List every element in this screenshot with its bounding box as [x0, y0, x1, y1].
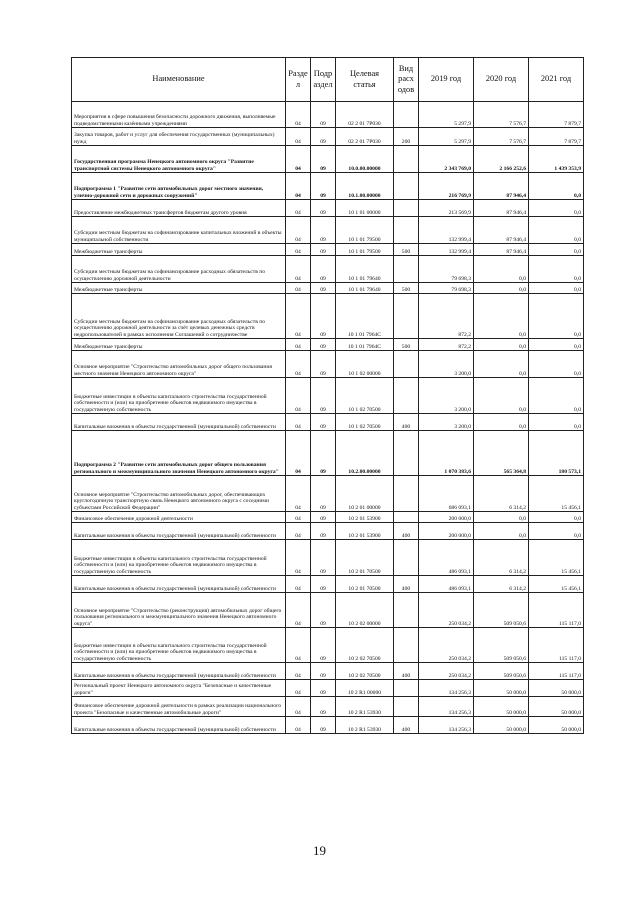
row-podrazdel: 09 [311, 146, 336, 173]
row-target-article: 10.1.00.00000 [336, 173, 394, 200]
row-target-article: 10 1 02 00000 [336, 351, 394, 378]
table-row [72, 523, 584, 540]
row-razdel: 04 [286, 200, 311, 217]
row-2019: 250 034,2 [419, 593, 474, 628]
row-podrazdel: 09 [311, 102, 336, 128]
row-target-article: 10 1 01 7964С [336, 339, 394, 351]
row-target-article: 02 2 01 7Р030 [336, 128, 394, 146]
row-target-article: 10 2 01 53900 [336, 512, 394, 523]
row-2020: 2 166 252,6 [474, 146, 529, 173]
row-2021: 115 117,0 [529, 593, 584, 628]
page-number: 19 [313, 843, 326, 858]
row-podrazdel: 09 [311, 680, 336, 697]
row-podrazdel: 09 [311, 593, 336, 628]
row-expense-type: 400 [394, 663, 419, 680]
row-expense-type [394, 593, 419, 628]
row-razdel: 04 [286, 431, 311, 476]
row-name: Государственная программа Ненецкого автономного округа "Развитие транспортной системы Ненецкого автономного округа" [72, 146, 286, 173]
row-name: Основное мероприятие "Строительство автомобильных дорог общего пользования местного значения Ненецкого автономного округа" [72, 351, 286, 378]
row-2019: 872,2 [419, 294, 474, 339]
row-2021: 115 117,0 [529, 628, 584, 663]
header-expense-type: Вид расх одов [394, 58, 419, 102]
row-expense-type: 200 [394, 128, 419, 146]
table-body [72, 102, 584, 734]
row-2021: 50 000,0 [529, 680, 584, 697]
table-row [72, 628, 584, 663]
row-2021: 7 879,7 [529, 128, 584, 146]
row-razdel: 04 [286, 680, 311, 697]
row-podrazdel: 09 [311, 414, 336, 431]
row-razdel: 04 [286, 378, 311, 414]
row-name: Финансовое обеспечение дорожной деятельности в рамках реализации национального проекта "Безопасные и качественные автомобильные дороги" [72, 697, 286, 717]
row-name: Межбюджетные трансферты [72, 283, 286, 294]
row-2019: 134 256,3 [419, 697, 474, 717]
row-name: Региональный проект Ненецкого автономного округа "Безопасные и качественные дороги" [72, 680, 286, 697]
header-2020: 2020 год [474, 58, 529, 102]
row-2020: 7 576,7 [474, 102, 529, 128]
row-razdel: 04 [286, 102, 311, 128]
row-target-article: 10 2 R1 53930 [336, 717, 394, 734]
row-2021: 15 456,1 [529, 540, 584, 576]
table-row [72, 339, 584, 351]
row-razdel: 04 [286, 476, 311, 512]
row-2021: 0,0 [529, 414, 584, 431]
row-2019: 486 093,1 [419, 540, 474, 576]
row-target-article: 10.0.00.00000 [336, 146, 394, 173]
table-row [72, 414, 584, 431]
row-2020: 509 050,6 [474, 628, 529, 663]
row-podrazdel: 09 [311, 540, 336, 576]
row-target-article: 10 1 01 79500 [336, 217, 394, 244]
row-2021: 50 000,0 [529, 697, 584, 717]
row-target-article: 10 1 02 70500 [336, 414, 394, 431]
row-2020: 87 946,4 [474, 173, 529, 200]
row-2021: 50 000,0 [529, 717, 584, 734]
row-expense-type [394, 294, 419, 339]
row-2021: 0,0 [529, 351, 584, 378]
row-2021: 0,0 [529, 173, 584, 200]
row-razdel: 04 [286, 663, 311, 680]
table-row [72, 680, 584, 697]
row-2019: 1 070 383,6 [419, 431, 474, 476]
row-target-article: 02 2 01 7Р030 [336, 102, 394, 128]
row-expense-type: 400 [394, 717, 419, 734]
row-expense-type: 500 [394, 339, 419, 351]
row-podrazdel: 09 [311, 294, 336, 339]
budget-table [71, 57, 584, 734]
row-expense-type [394, 256, 419, 283]
row-name: Бюджетные инвестиции в объекты капитального строительства государственной собственности и (или) на приобретение объектов недвижимого имущества в государственную собственность [72, 540, 286, 576]
row-2019: 5 297,9 [419, 102, 474, 128]
table-row [72, 294, 584, 339]
row-razdel: 04 [286, 351, 311, 378]
row-expense-type [394, 173, 419, 200]
row-2019: 79 698,3 [419, 283, 474, 294]
row-expense-type: 500 [394, 283, 419, 294]
row-2021: 180 573,1 [529, 431, 584, 476]
table-row [72, 244, 584, 256]
row-2021: 0,0 [529, 283, 584, 294]
row-podrazdel: 09 [311, 431, 336, 476]
row-name: Подпрограмма 2 "Развитие сети автомобильных дорог общего пользования регионального и межмуниципального значения Ненецкого автономного округа" [72, 431, 286, 476]
row-2019: 250 034,2 [419, 628, 474, 663]
row-podrazdel: 09 [311, 717, 336, 734]
row-name: Бюджетные инвестиции в объекты капитального строительства государственной собственности и (или) на приобретение объектов недвижимого имущества в государственную собственность [72, 628, 286, 663]
row-expense-type [394, 378, 419, 414]
table-row [72, 476, 584, 512]
row-name: Мероприятия в сфере повышения безопасности дорожного движения, выполняемые подведомственными казёнными учреждениями [72, 102, 286, 128]
row-razdel: 04 [286, 128, 311, 146]
row-razdel: 04 [286, 217, 311, 244]
row-2021: 15 456,1 [529, 476, 584, 512]
row-2020: 6 314,2 [474, 576, 529, 593]
row-podrazdel: 09 [311, 663, 336, 680]
table-row [72, 102, 584, 128]
row-name: Капитальные вложения в объекты государственной (муниципальной) собственности [72, 414, 286, 431]
row-expense-type [394, 102, 419, 128]
row-2021: 0,0 [529, 512, 584, 523]
row-2020: 0,0 [474, 414, 529, 431]
row-target-article: 10 2 R1 53930 [336, 697, 394, 717]
row-target-article: 10 2 01 70500 [336, 540, 394, 576]
row-target-article: 10 2 R1 00000 [336, 680, 394, 697]
row-razdel: 04 [286, 173, 311, 200]
row-podrazdel: 09 [311, 244, 336, 256]
row-expense-type [394, 431, 419, 476]
row-expense-type: 500 [394, 244, 419, 256]
row-2020: 50 000,0 [474, 697, 529, 717]
row-2019: 132 999,4 [419, 244, 474, 256]
row-2019: 200 000,0 [419, 523, 474, 540]
row-target-article: 10 1 01 79640 [336, 256, 394, 283]
row-2019: 3 200,0 [419, 414, 474, 431]
row-2020: 6 314,2 [474, 476, 529, 512]
row-target-article: 10 2 02 70500 [336, 663, 394, 680]
row-2019: 872,2 [419, 339, 474, 351]
row-expense-type: 400 [394, 523, 419, 540]
row-name: Бюджетные инвестиции в объекты капитального строительства государственной собственности и (или) на приобретение объектов недвижимого имущества в государственную собственность [72, 378, 286, 414]
row-podrazdel: 09 [311, 628, 336, 663]
table-row [72, 217, 584, 244]
row-expense-type [394, 628, 419, 663]
row-2019: 134 256,3 [419, 717, 474, 734]
row-podrazdel: 09 [311, 283, 336, 294]
row-2019: 216 769,9 [419, 173, 474, 200]
row-2020: 0,0 [474, 256, 529, 283]
row-razdel: 04 [286, 593, 311, 628]
row-2019: 132 999,4 [419, 217, 474, 244]
row-podrazdel: 09 [311, 173, 336, 200]
row-target-article: 10 1 01 7964С [336, 294, 394, 339]
row-podrazdel: 09 [311, 200, 336, 217]
row-razdel: 04 [286, 294, 311, 339]
row-razdel: 04 [286, 540, 311, 576]
row-podrazdel: 09 [311, 476, 336, 512]
row-2020: 565 364,8 [474, 431, 529, 476]
table-row [72, 697, 584, 717]
row-2019: 213 569,9 [419, 200, 474, 217]
row-razdel: 04 [286, 256, 311, 283]
header-2021: 2021 год [529, 58, 584, 102]
row-podrazdel: 09 [311, 256, 336, 283]
table-row [72, 378, 584, 414]
row-2020: 0,0 [474, 378, 529, 414]
row-2019: 200 000,0 [419, 512, 474, 523]
row-2019: 3 200,0 [419, 378, 474, 414]
row-2020: 0,0 [474, 283, 529, 294]
row-2020: 0,0 [474, 294, 529, 339]
header-podrazdel: Подр аздел [311, 58, 336, 102]
row-name: Межбюджетные трансферты [72, 244, 286, 256]
row-2020: 87 946,4 [474, 244, 529, 256]
row-2019: 486 093,1 [419, 576, 474, 593]
row-podrazdel: 09 [311, 697, 336, 717]
row-razdel: 04 [286, 339, 311, 351]
row-name: Капитальные вложения в объекты государственной (муниципальной) собственности [72, 523, 286, 540]
header-target-article: Целевая статья [336, 58, 394, 102]
row-2020: 0,0 [474, 512, 529, 523]
row-expense-type: 400 [394, 576, 419, 593]
row-2020: 87 946,4 [474, 200, 529, 217]
row-podrazdel: 09 [311, 351, 336, 378]
table-row [72, 351, 584, 378]
row-podrazdel: 09 [311, 128, 336, 146]
row-target-article: 10 1 01 79500 [336, 244, 394, 256]
row-2020: 509 050,6 [474, 593, 529, 628]
row-2021: 115 117,0 [529, 663, 584, 680]
row-razdel: 04 [286, 523, 311, 540]
row-expense-type [394, 540, 419, 576]
row-2020: 509 050,6 [474, 663, 529, 680]
row-podrazdel: 09 [311, 512, 336, 523]
table-row [72, 283, 584, 294]
row-2019: 250 034,2 [419, 663, 474, 680]
row-podrazdel: 09 [311, 339, 336, 351]
row-name: Финансовое обеспечение дорожной деятельности [72, 512, 286, 523]
row-name: Межбюджетные трансферты [72, 339, 286, 351]
row-razdel: 04 [286, 628, 311, 663]
row-podrazdel: 09 [311, 217, 336, 244]
row-target-article: 10 1 02 70500 [336, 378, 394, 414]
table-row [72, 576, 584, 593]
row-name: Предоставление межбюджетных трансфертов бюджетам другого уровня [72, 200, 286, 217]
table-row [72, 128, 584, 146]
row-expense-type [394, 512, 419, 523]
row-razdel: 04 [286, 697, 311, 717]
row-2021: 1 439 353,9 [529, 146, 584, 173]
row-expense-type [394, 146, 419, 173]
row-2019: 686 093,1 [419, 476, 474, 512]
table-row [72, 663, 584, 680]
row-2021: 15 456,1 [529, 576, 584, 593]
row-name: Субсидии местным бюджетам на софинансирование расходных обязательств по осуществлению дорожной деятельности [72, 256, 286, 283]
row-target-article: 10 2 01 53900 [336, 523, 394, 540]
row-target-article: 10.2.00.00000 [336, 431, 394, 476]
row-podrazdel: 09 [311, 523, 336, 540]
row-name: Капитальные вложения в объекты государственной (муниципальной) собственности [72, 576, 286, 593]
row-podrazdel: 09 [311, 576, 336, 593]
row-razdel: 04 [286, 576, 311, 593]
row-expense-type [394, 200, 419, 217]
row-name: Капитальные вложения в объекты государственной (муниципальной) собственности [72, 717, 286, 734]
row-target-article: 10 2 01 00000 [336, 476, 394, 512]
row-2021: 7 879,7 [529, 102, 584, 128]
row-2019: 3 200,0 [419, 351, 474, 378]
table-row [72, 593, 584, 628]
row-razdel: 04 [286, 414, 311, 431]
row-2020: 87 946,4 [474, 217, 529, 244]
row-2021: 0,0 [529, 339, 584, 351]
row-2021: 0,0 [529, 244, 584, 256]
row-razdel: 04 [286, 146, 311, 173]
row-razdel: 04 [286, 717, 311, 734]
row-name: Субсидии местным бюджетам на софинансирование капитальных вложений в объекты муниципальной собственности [72, 217, 286, 244]
table-row [72, 431, 584, 476]
row-2019: 5 297,9 [419, 128, 474, 146]
row-2021: 0,0 [529, 294, 584, 339]
row-podrazdel: 09 [311, 378, 336, 414]
table-row [72, 146, 584, 173]
row-name: Капитальные вложения в объекты государственной (муниципальной) собственности [72, 663, 286, 680]
row-target-article: 10 2 02 70500 [336, 628, 394, 663]
row-2019: 134 256,3 [419, 680, 474, 697]
table-row [72, 540, 584, 576]
table-row [72, 512, 584, 523]
header-name: Наименование [72, 58, 286, 102]
row-expense-type [394, 680, 419, 697]
row-target-article: 10 2 02 00000 [336, 593, 394, 628]
row-target-article: 10 2 01 70500 [336, 576, 394, 593]
row-2020: 0,0 [474, 351, 529, 378]
row-2020: 50 000,0 [474, 717, 529, 734]
row-expense-type: 400 [394, 414, 419, 431]
table-row [72, 173, 584, 200]
table-row [72, 200, 584, 217]
row-name: Основное мероприятие "Строительство (реконструкция) автомобильных дорог общего пользования регионального и межмуниципального значения Ненецкого автономного округа" [72, 593, 286, 628]
row-2020: 0,0 [474, 523, 529, 540]
row-2021: 0,0 [529, 217, 584, 244]
row-2021: 0,0 [529, 523, 584, 540]
header-2019: 2019 год [419, 58, 474, 102]
row-expense-type [394, 217, 419, 244]
row-2021: 0,0 [529, 378, 584, 414]
row-name: Закупка товаров, работ и услуг для обеспечения государственных (муниципальных) нужд [72, 128, 286, 146]
row-name: Субсидии местным бюджетам на софинансирование расходных обязательств по осуществлению дорожной деятельности за счёт целевых денежных средств недропользователей в рамках исполнения Соглашений о сотрудничестве [72, 294, 286, 339]
row-target-article: 10 1 01 00000 [336, 200, 394, 217]
row-2021: 0,0 [529, 200, 584, 217]
row-2019: 79 698,3 [419, 256, 474, 283]
row-expense-type [394, 697, 419, 717]
row-2020: 0,0 [474, 339, 529, 351]
row-2020: 6 314,2 [474, 540, 529, 576]
row-target-article: 10 1 01 79640 [336, 283, 394, 294]
header-razdel: Разде л [286, 58, 311, 102]
row-razdel: 04 [286, 283, 311, 294]
row-expense-type [394, 351, 419, 378]
row-2020: 7 576,7 [474, 128, 529, 146]
table-row [72, 256, 584, 283]
table-row [72, 717, 584, 734]
row-razdel: 04 [286, 244, 311, 256]
row-2021: 0,0 [529, 256, 584, 283]
row-razdel: 04 [286, 512, 311, 523]
row-name: Основное мероприятие "Строительство автомобильных дорог, обеспечивающих круглогодичную транспортную связь Ненецкого автономного округа с соседними субъектами Российской Федерации" [72, 476, 286, 512]
table-header-row [72, 58, 584, 102]
row-2019: 2 343 769,0 [419, 146, 474, 173]
row-name: Подпрограмма 1 "Развитие сети автомобильных дорог местного значения, улично-дорожной сети и дорожных сооружений" [72, 173, 286, 200]
row-2020: 50 000,0 [474, 680, 529, 697]
row-expense-type [394, 476, 419, 512]
